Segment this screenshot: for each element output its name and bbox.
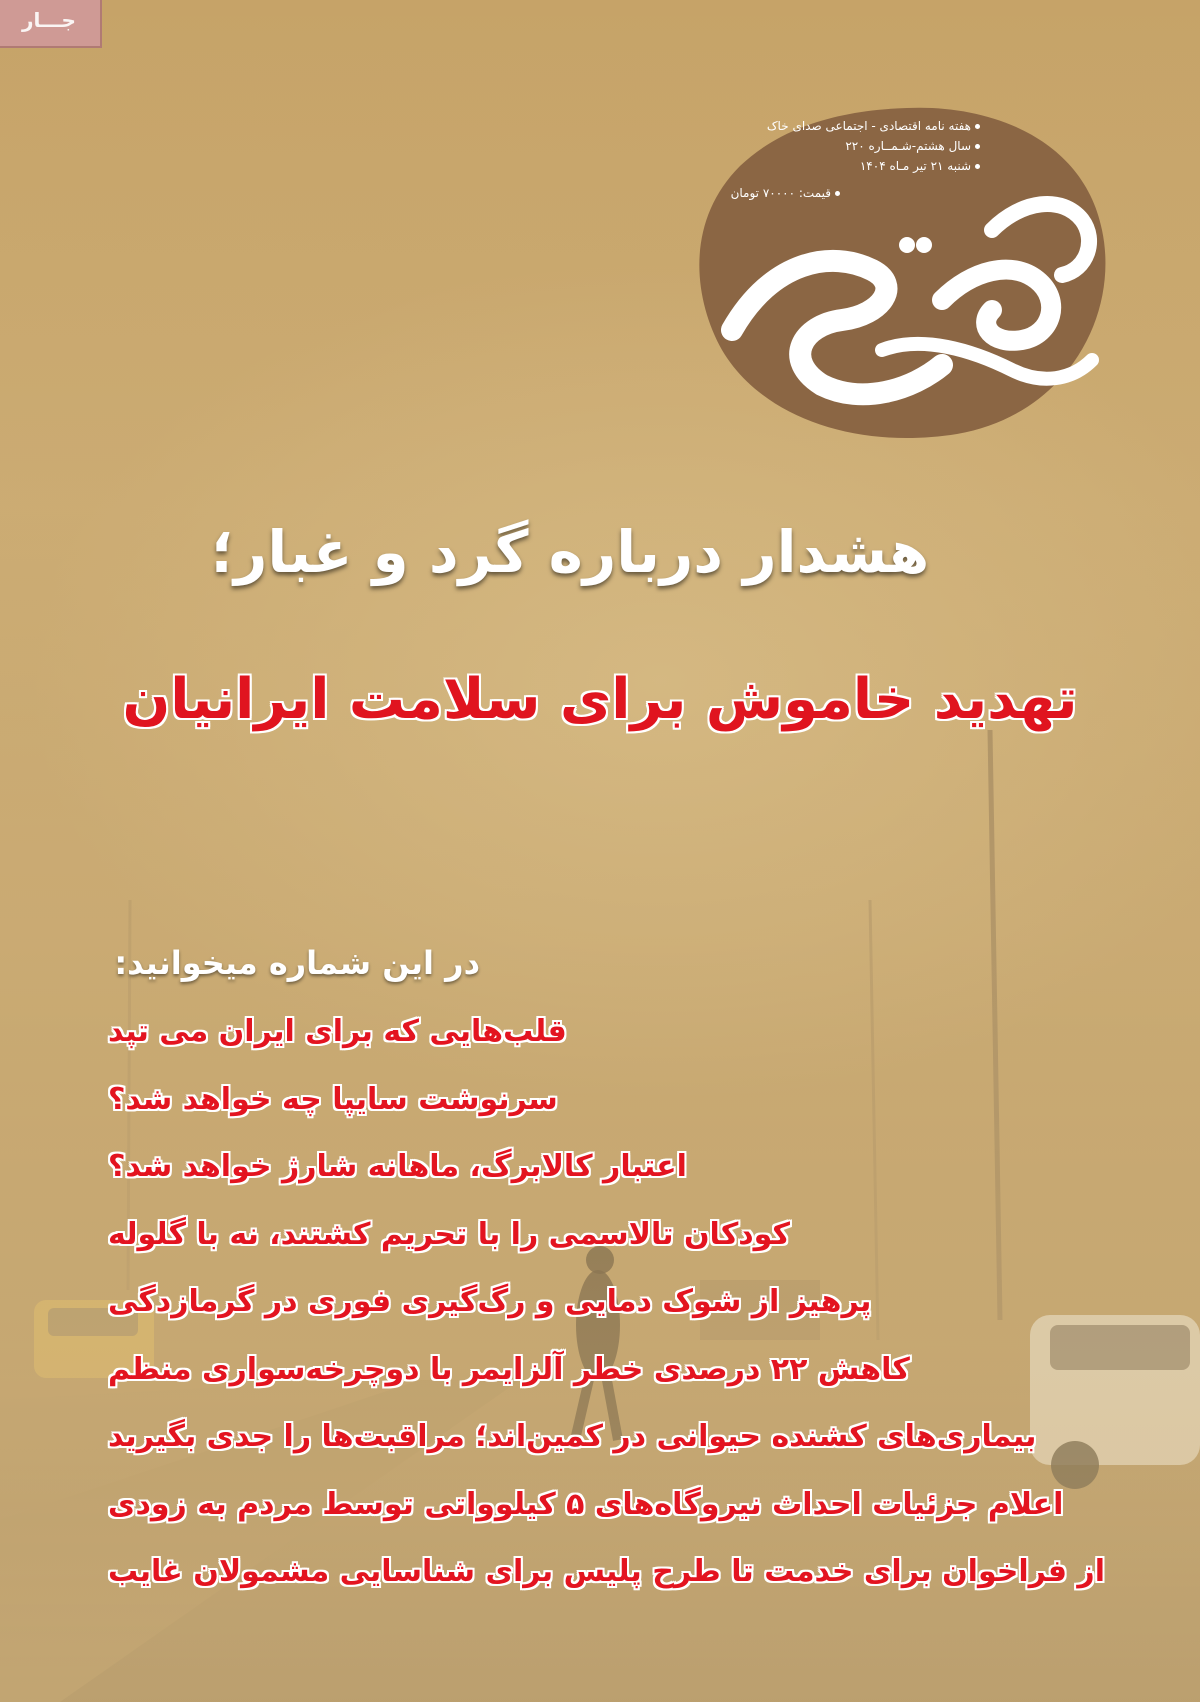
- contents-item: اعتبار کالابرگ، ماهانه شارژ خواهد شد؟: [108, 1149, 687, 1184]
- watermark-label: جـــار: [22, 8, 76, 32]
- contents-item: بیماری‌های کشنده حیوانی در کمین‌اند؛ مراقبت‌ها را جدی بگیرید: [108, 1419, 1037, 1454]
- issue-line: سال هشتم-شـمــاره ۲۲۰: [700, 136, 980, 156]
- sub-headline: تهدید خاموش برای سلامت ایرانیان: [122, 667, 1078, 732]
- contents-item: سرنوشت سایپا چه خواهد شد؟: [108, 1081, 558, 1117]
- contents-item: قلب‌هایی که برای ایران می تپد: [108, 1014, 567, 1049]
- calligraphy-dot-1: [899, 237, 915, 253]
- date-line: شنبه ۲۱ تیر مـاه ۱۴۰۴: [700, 156, 980, 176]
- publisher-watermark: [0, 0, 102, 48]
- contents-item: اعلام جزئیات احداث نیروگاه‌های ۵ کیلوواتی توسط مردم به زودی: [108, 1486, 1064, 1522]
- contents-list: [108, 1004, 1108, 1612]
- main-headline: هشدار درباره گرد و غبار؛: [210, 518, 930, 586]
- calligraphy-dot-2: [916, 237, 932, 253]
- contents-title: در این شماره میخوانید:: [114, 944, 480, 982]
- contents-item: کودکان تالاسمی را با تحریم کشتند، نه با گلوله: [108, 1216, 790, 1252]
- price-line: قیمت: ۷۰۰۰۰ تومان: [700, 186, 840, 200]
- contents-item: از فراخوان برای خدمت تا طرح پلیس برای شناسایی مشمولان غایب: [108, 1554, 1105, 1589]
- masthead-info: [700, 116, 980, 176]
- contents-item: کاهش ۲۲ درصدی خطر آلزایمر با دوچرخه‌سواری منظم: [108, 1351, 910, 1387]
- contents-item: پرهیز از شوک دمایی و رگ‌گیری فوری در گرمازدگی: [108, 1284, 872, 1319]
- publication-line: هفته نامه اقتصادی - اجتماعی صدای خاک: [700, 116, 980, 136]
